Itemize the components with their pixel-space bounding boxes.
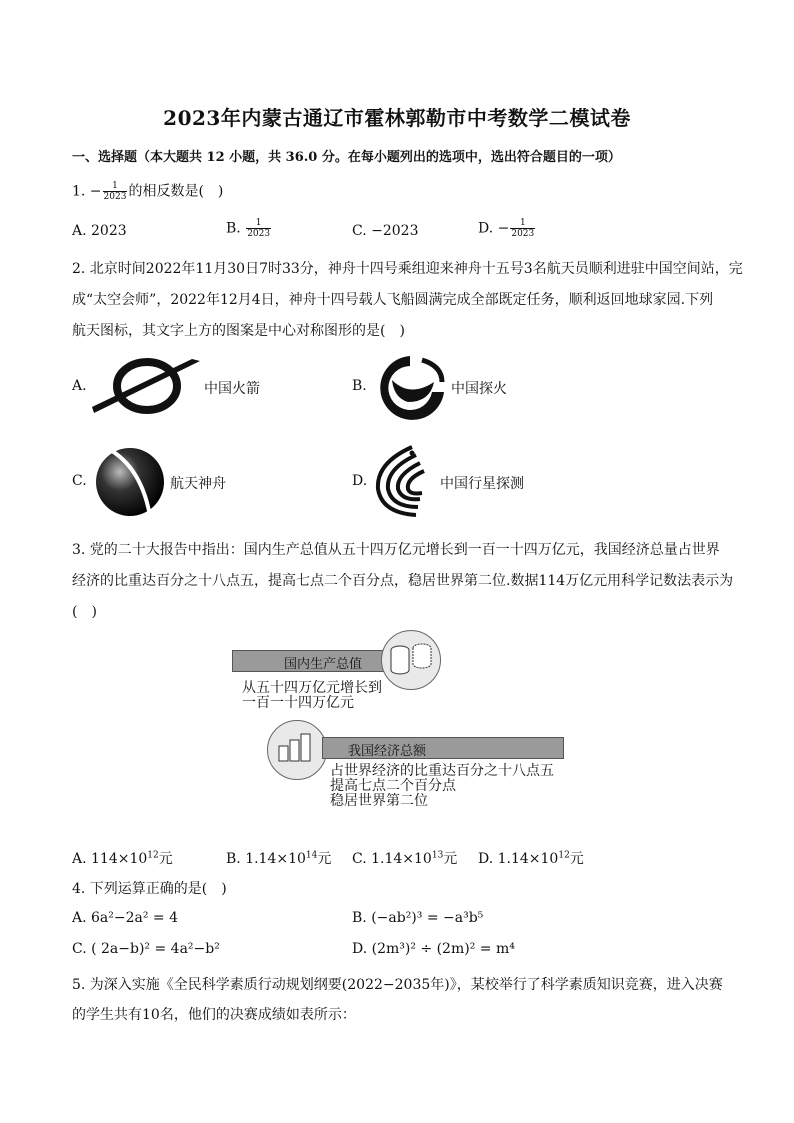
q2-option-a-text: 中国火箭	[204, 381, 260, 397]
q1-suffix: 的相反数是( )	[128, 183, 224, 200]
q5-line-1: 5. 为深入实施《全民科学素质行动规划纲要(2022−2035年)》，某校举行了科学素质知识竞赛，进入决赛	[72, 977, 723, 993]
q2-option-b-text: 中国探火	[451, 381, 507, 397]
q1-option-d: D. − $\frac{1}{2023}$	[478, 218, 535, 239]
q1-option-b: B. $\frac{1}{2023}$	[226, 218, 271, 239]
economy-text-1: 占世界经济的比重达百分之十八点五	[330, 763, 554, 779]
q4-option-c: C. ( 2a−b)² = 4a²−b²	[72, 941, 220, 957]
q3-line-1: 3. 党的二十大报告中指出：国内生产总值从五十四万亿元增长到一百一十四万亿元，我国经济总量占世界	[72, 542, 720, 558]
q2-option-d-text: 中国行星探测	[440, 476, 524, 492]
q2-line-1: 2. 北京时间2022年11月30日7时33分，神舟十四号乘组迎来神舟十五号3名航天员顺利进驻中国空间站，完	[72, 261, 743, 277]
section-heading: 一、选择题（本大题共 12 小题，共 36.0 分。在每小题列出的选项中，选出符合题目的一项）	[72, 150, 621, 165]
q4-stem: 4. 下列运算正确的是( )	[72, 881, 227, 897]
q3-option-a: A. $114\times 10^{12}$元	[72, 850, 173, 867]
q2-option-c-text: 航天神舟	[170, 476, 226, 492]
q2-option-d-label: D.	[352, 473, 368, 489]
q3-option-b: B. $1.14\times 10^{14}$元	[226, 850, 332, 867]
economy-text-3: 稳居世界第二位	[330, 793, 428, 809]
shenzhou-logo-icon	[92, 440, 172, 518]
q2-option-b-label: B.	[352, 378, 367, 394]
china-rocket-logo-icon	[92, 355, 202, 417]
question-1	[72, 181, 223, 202]
q2-line-3: 航天图标，其文字上方的图案是中心对称图形的是( )	[72, 323, 405, 339]
gdp-bar-label: 国内生产总值	[284, 657, 363, 672]
q2-option-a-label: A.	[72, 378, 87, 394]
cylinders-icon	[388, 640, 434, 678]
q3-line-3: ( )	[72, 604, 97, 620]
q2-line-2: 成“太空会师”，2022年12月4日，神舟十四号载人飞船圆满完成全部既定任务，顺利返回地球家园.下列	[72, 292, 714, 308]
gdp-text-1: 从五十四万亿元增长到	[242, 680, 382, 696]
page-title: 2023年内蒙古通辽市霍林郭勒市中考数学二模试卷	[163, 106, 631, 130]
q3-line-2: 经济的比重达百分之十八点五，提高七点二个百分点，稳居世界第二位.数据114万亿元用科学记数法表示为	[72, 573, 734, 589]
q1-option-a: A. 2023	[72, 223, 127, 239]
q2-option-c-label: C.	[72, 473, 87, 489]
q4-option-a: A. 6a²−2a² = 4	[72, 910, 179, 926]
q1-fraction: $\frac{1}{2023}$	[103, 181, 127, 202]
q4-option-b: B. (−ab²)³ = −a³b⁵	[352, 910, 484, 926]
china-mars-logo-icon	[372, 352, 448, 422]
economy-text-2: 提高七点二个百分点	[330, 778, 456, 794]
q5-line-2: 的学生共有10名，他们的决赛成绩如表所示：	[72, 1007, 356, 1023]
bar-chart-icon	[276, 732, 316, 762]
q1-option-c: C. −2023	[352, 223, 419, 239]
gdp-text-2: 一百一十四万亿元	[242, 695, 354, 711]
planetary-exploration-logo-icon	[372, 443, 438, 519]
q3-option-c: C. $1.14\times 10^{13}$元	[352, 850, 458, 867]
economy-bar-label: 我国经济总额	[348, 744, 427, 759]
q4-option-d: D. (2m³)² ÷ (2m)² = m⁴	[352, 941, 515, 957]
q1-prefix: 1. −	[72, 183, 102, 200]
q3-option-d: D. $1.14\times 10^{12}$元	[478, 850, 584, 867]
